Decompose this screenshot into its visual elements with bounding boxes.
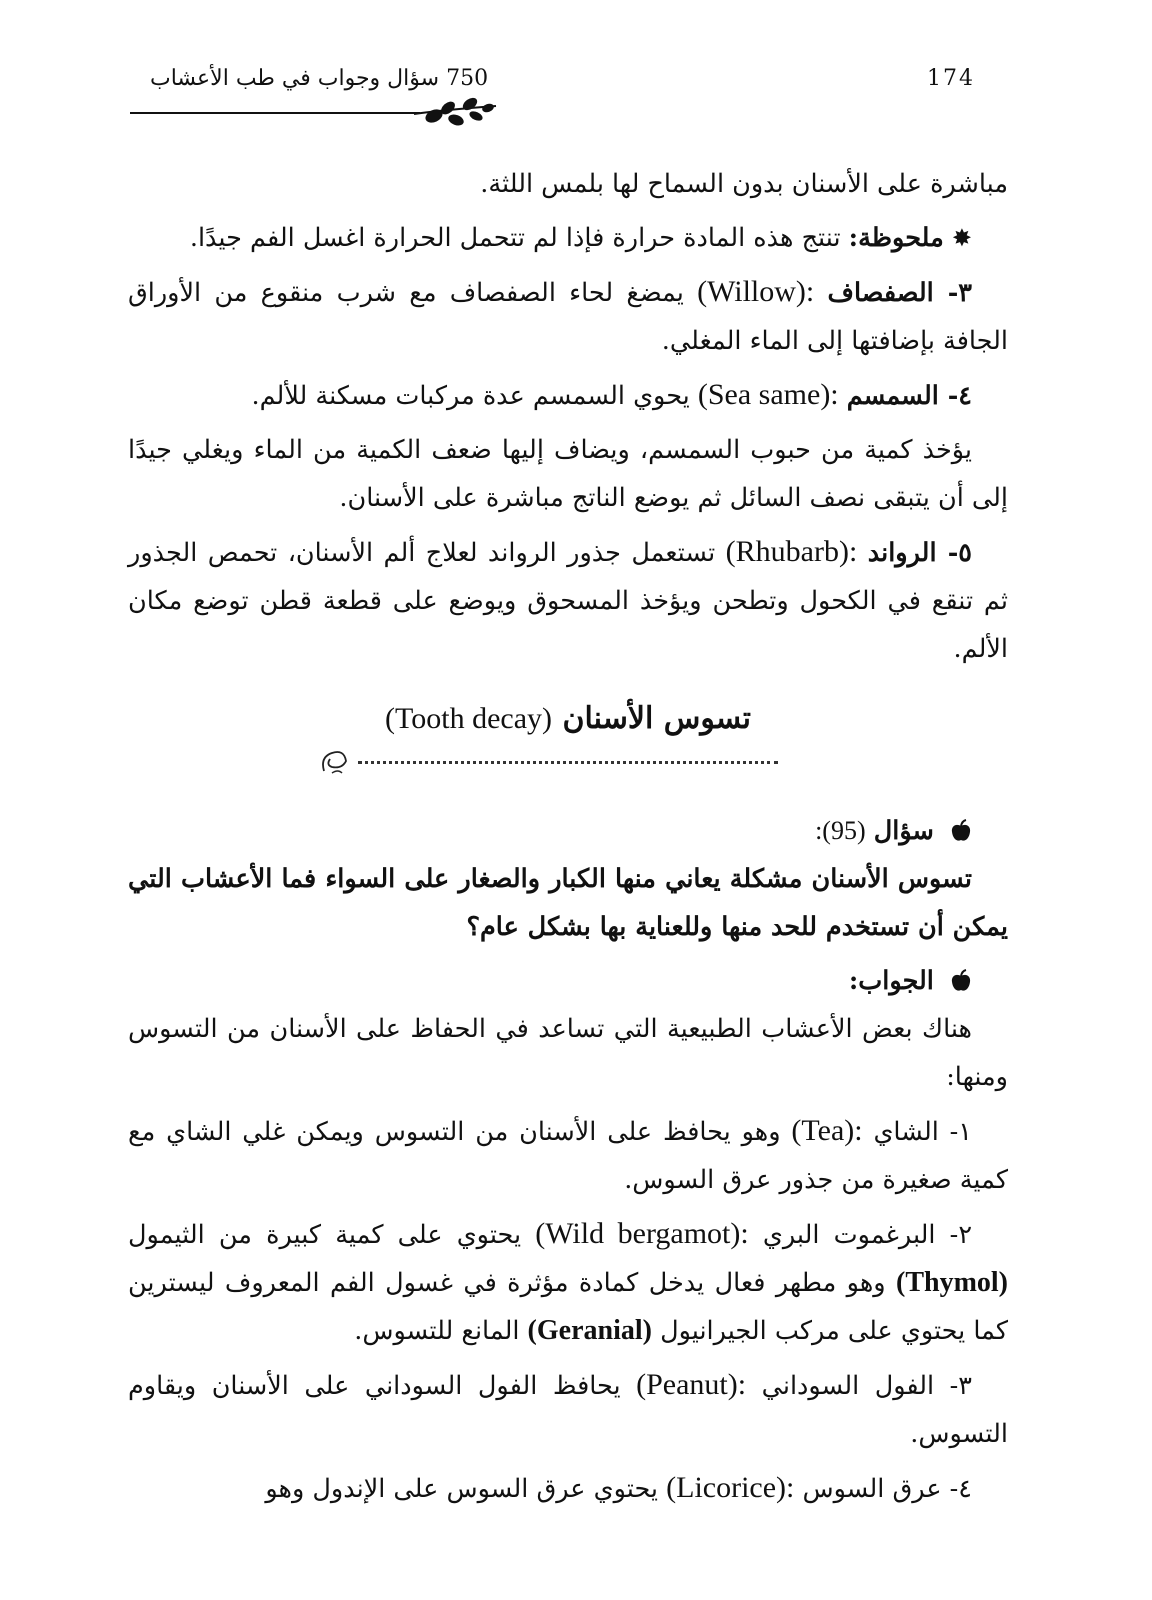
item-text: وهو مطهر فعال يدخل كمادة مؤثرة في غسول الفم المعروف ليسترين كما يحتوي على مركب الجيرانيول — [128, 1268, 1008, 1346]
note-label: ملحوظة: — [848, 223, 944, 253]
item-latin: (Licorice): — [666, 1471, 795, 1504]
section-title — [128, 691, 1008, 747]
note-text: تنتج هذه المادة حرارة فإذا لم تتحمل الحرارة اغسل الفم جيدًا. — [189, 223, 841, 253]
item-text: المانع للتسوس. — [354, 1316, 520, 1346]
item-text: يحافظ الفول السوداني على الأسنان ويقاوم التسوس. — [128, 1371, 1008, 1449]
item-latin-geranial: (Geranial) — [527, 1315, 652, 1346]
item-latin: (Peanut): — [636, 1368, 747, 1401]
dotted-line — [358, 761, 778, 764]
item-label: ٤- السمسم — [846, 381, 972, 411]
page-number: 174 — [927, 66, 975, 91]
book-title: 750 سؤال وجواب في طب الأعشاب — [150, 66, 489, 91]
section-title-english: (Tooth decay) — [385, 702, 553, 735]
item-label: ٥- الرواند — [867, 538, 972, 568]
paragraph-sesame — [128, 426, 1008, 522]
leaf-branch-icon — [412, 96, 498, 130]
item-latin: (Wild bergamot): — [535, 1217, 749, 1250]
section-divider — [128, 747, 1008, 803]
item-label: ١- الشاي — [873, 1117, 972, 1147]
apple-icon — [950, 819, 972, 843]
question-text — [128, 855, 1008, 951]
item-label: ٣- الصفصاف — [827, 278, 972, 308]
item-latin: (Rhubarb): — [725, 535, 858, 568]
running-header — [130, 62, 975, 102]
item-text: تستعمل جذور الرواند لعلاج ألم الأسنان، تحمص الجذور ثم تنقع في الكحول وتطحن ويؤخذ المسحوق ويوضع على قطعة قطن توضع مكان الألم. — [128, 538, 1008, 664]
item-latin-thymol: (Thymol) — [896, 1267, 1008, 1298]
answer-item-tea — [128, 1107, 1008, 1204]
item-text: يحتوي عرق السوس على الإندول وهو — [265, 1474, 659, 1504]
item-latin: (Tea): — [791, 1114, 863, 1147]
item-latin: (Sea same): — [697, 378, 839, 411]
paragraph-continued — [128, 160, 1008, 208]
note-paragraph — [128, 214, 1008, 262]
item-text: وهو يحافظ على الأسنان من التسوس ويمكن غلي الشاي مع كمية صغيرة من جذور عرق السوس. — [128, 1117, 1008, 1195]
answer-item-peanut — [128, 1361, 1008, 1458]
star-icon: ✸ — [951, 224, 972, 252]
item-label: ٤- عرق السوس — [802, 1474, 972, 1504]
question-number: (95): — [815, 816, 866, 845]
section-title-arabic: تسوس الأسنان — [562, 701, 751, 736]
paragraph-text: يؤخذ كمية من حبوب السمسم، ويضاف إليها ضعف الكمية من الماء ويغلي جيدًا إلى أن يتبقى نصف السائل ثم يوضع الناتج مباشرة على الأسنان. — [128, 435, 1008, 513]
answer-item-licorice — [128, 1464, 1008, 1513]
leaf-swirl-icon — [318, 747, 352, 777]
item-label: ٢- البرغموت البري — [762, 1220, 973, 1250]
answer-intro-text: هناك بعض الأعشاب الطبيعية التي تساعد في الحفاظ على الأسنان من التسوس ومنها: — [128, 1014, 1008, 1092]
question-header — [128, 807, 1008, 855]
item-text: يحتوي على كمية كبيرة من الثيمول — [128, 1220, 522, 1250]
item-latin: (Willow): — [697, 275, 815, 308]
list-item-sesame — [128, 371, 1008, 420]
apple-icon — [950, 969, 972, 993]
list-item-willow — [128, 268, 1008, 365]
answer-header — [128, 957, 1008, 1005]
item-text: يمضغ لحاء الصفصاف مع شرب منقوع من الأوراق الجافة بإضافتها إلى الماء المغلي. — [128, 278, 1008, 356]
question-body: تسوس الأسنان مشكلة يعاني منها الكبار والصغار على السواء فما الأعشاب التي يمكن أن تستخدم للحد منها وللعناية بها بشكل عام؟ — [128, 864, 1008, 942]
question-label: سؤال — [873, 816, 934, 846]
page-body — [128, 160, 1008, 1513]
item-text: يحوي السمسم عدة مركبات مسكنة للألم. — [251, 381, 690, 411]
answer-intro — [128, 1005, 1008, 1101]
answer-label: الجواب: — [848, 966, 934, 996]
header-rule — [130, 112, 420, 114]
answer-item-wild-bergamot — [128, 1210, 1008, 1355]
paragraph-text: مباشرة على الأسنان بدون السماح لها بلمس اللثة. — [480, 169, 1008, 199]
item-label: ٣- الفول السوداني — [761, 1371, 972, 1401]
list-item-rhubarb — [128, 528, 1008, 673]
